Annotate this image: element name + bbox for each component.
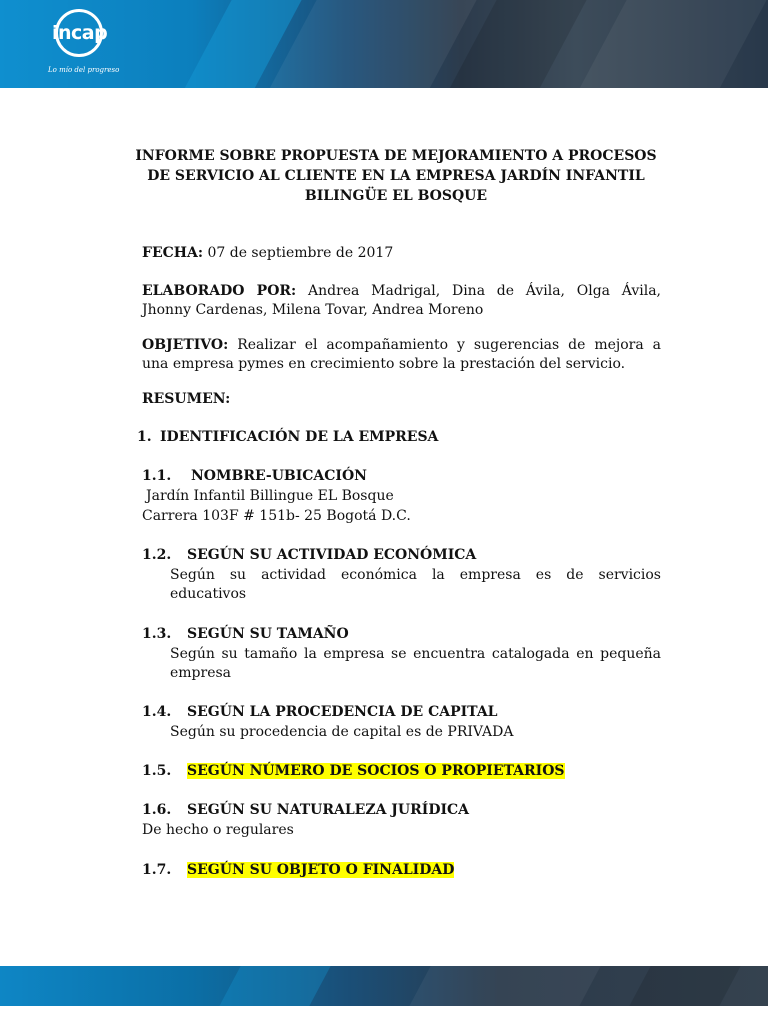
- objetivo-label: OBJETIVO:: [142, 337, 229, 353]
- nombre-text: Jardín Infantil Billingue EL Bosque: [146, 488, 394, 504]
- header-banner: [0, 0, 768, 88]
- item-title: SEGÚN SU ACTIVIDAD ECONÓMICA: [187, 547, 477, 563]
- item-number: 1.1.: [142, 468, 172, 484]
- item-number: 1.7.: [142, 862, 172, 878]
- item-title: NOMBRE-UBICACIÓN: [191, 468, 367, 484]
- elaborado-names-2: Jhonny Cardenas, Milena Tovar, Andrea Moreno: [142, 302, 484, 318]
- objetivo-text-2: una empresa pymes en crecimiento sobre la prestación del servicio.: [142, 356, 626, 372]
- footer-banner: [0, 966, 768, 1006]
- juridica-text: De hecho o regulares: [142, 822, 294, 838]
- section-title: IDENTIFICACIÓN DE LA EMPRESA: [160, 429, 439, 445]
- title-line: BILINGÜE EL BOSQUE: [304, 188, 488, 204]
- actividad-line-2: educativos: [170, 586, 247, 602]
- item-title: SEGÚN LA PROCEDENCIA DE CAPITAL: [187, 704, 498, 720]
- item-number: 1.6.: [142, 802, 172, 818]
- title-line: INFORME SOBRE PROPUESTA DE MEJORAMIENTO A PROCESOS: [135, 148, 657, 164]
- actividad-line-1: Según su actividad económica la empresa es de servicios: [170, 567, 661, 583]
- item-title: SEGÚN SU NATURALEZA JURÍDICA: [187, 802, 470, 818]
- fecha-value: 07 de septiembre de 2017: [207, 245, 394, 261]
- resumen-label: RESUMEN:: [142, 391, 231, 407]
- objetivo-text-1: Realizar el acompañamiento y sugerencias de mejora a: [237, 337, 662, 353]
- item-number: 1.4.: [142, 704, 172, 720]
- document-title: [130, 146, 662, 206]
- tamano-line-1: Según su tamaño la empresa se encuentra catalogada en pequeña: [170, 646, 661, 662]
- item-number: 1.2.: [142, 547, 172, 563]
- tamano-text: [170, 645, 661, 683]
- item-number: 1.5.: [142, 763, 172, 779]
- item-title-highlight: [187, 861, 454, 880]
- item-title: SEGÚN NÚMERO DE SOCIOS O PROPIETARIOS: [187, 763, 565, 779]
- elaborado-names-1: Andrea Madrigal, Dina de Ávila, Olga Ávila,: [307, 283, 661, 299]
- elaborado-row: [142, 282, 661, 320]
- logo: incap: [52, 22, 108, 44]
- ubicacion-text: Carrera 103F # 151b- 25 Bogotá D.C.: [142, 508, 411, 524]
- actividad-text: [170, 566, 661, 604]
- item-number: 1.3.: [142, 626, 172, 642]
- logo-slogan: Lo mío del progreso: [48, 66, 120, 74]
- item-title: SEGÚN SU TAMAÑO: [187, 626, 349, 642]
- fecha-label: FECHA:: [142, 245, 204, 261]
- capital-text: Según su procedencia de capital es de PRIVADA: [170, 724, 514, 740]
- item-title: SEGÚN SU OBJETO O FINALIDAD: [187, 862, 455, 878]
- section-number: 1.: [137, 429, 152, 445]
- objetivo-row: [142, 336, 661, 374]
- title-line: DE SERVICIO AL CLIENTE EN LA EMPRESA JARDÍN INFANTIL: [147, 168, 645, 184]
- item-title-highlight: [187, 762, 565, 781]
- tamano-line-2: empresa: [170, 665, 232, 681]
- elaborado-label: ELABORADO POR:: [142, 283, 297, 299]
- fecha-row: [142, 244, 393, 263]
